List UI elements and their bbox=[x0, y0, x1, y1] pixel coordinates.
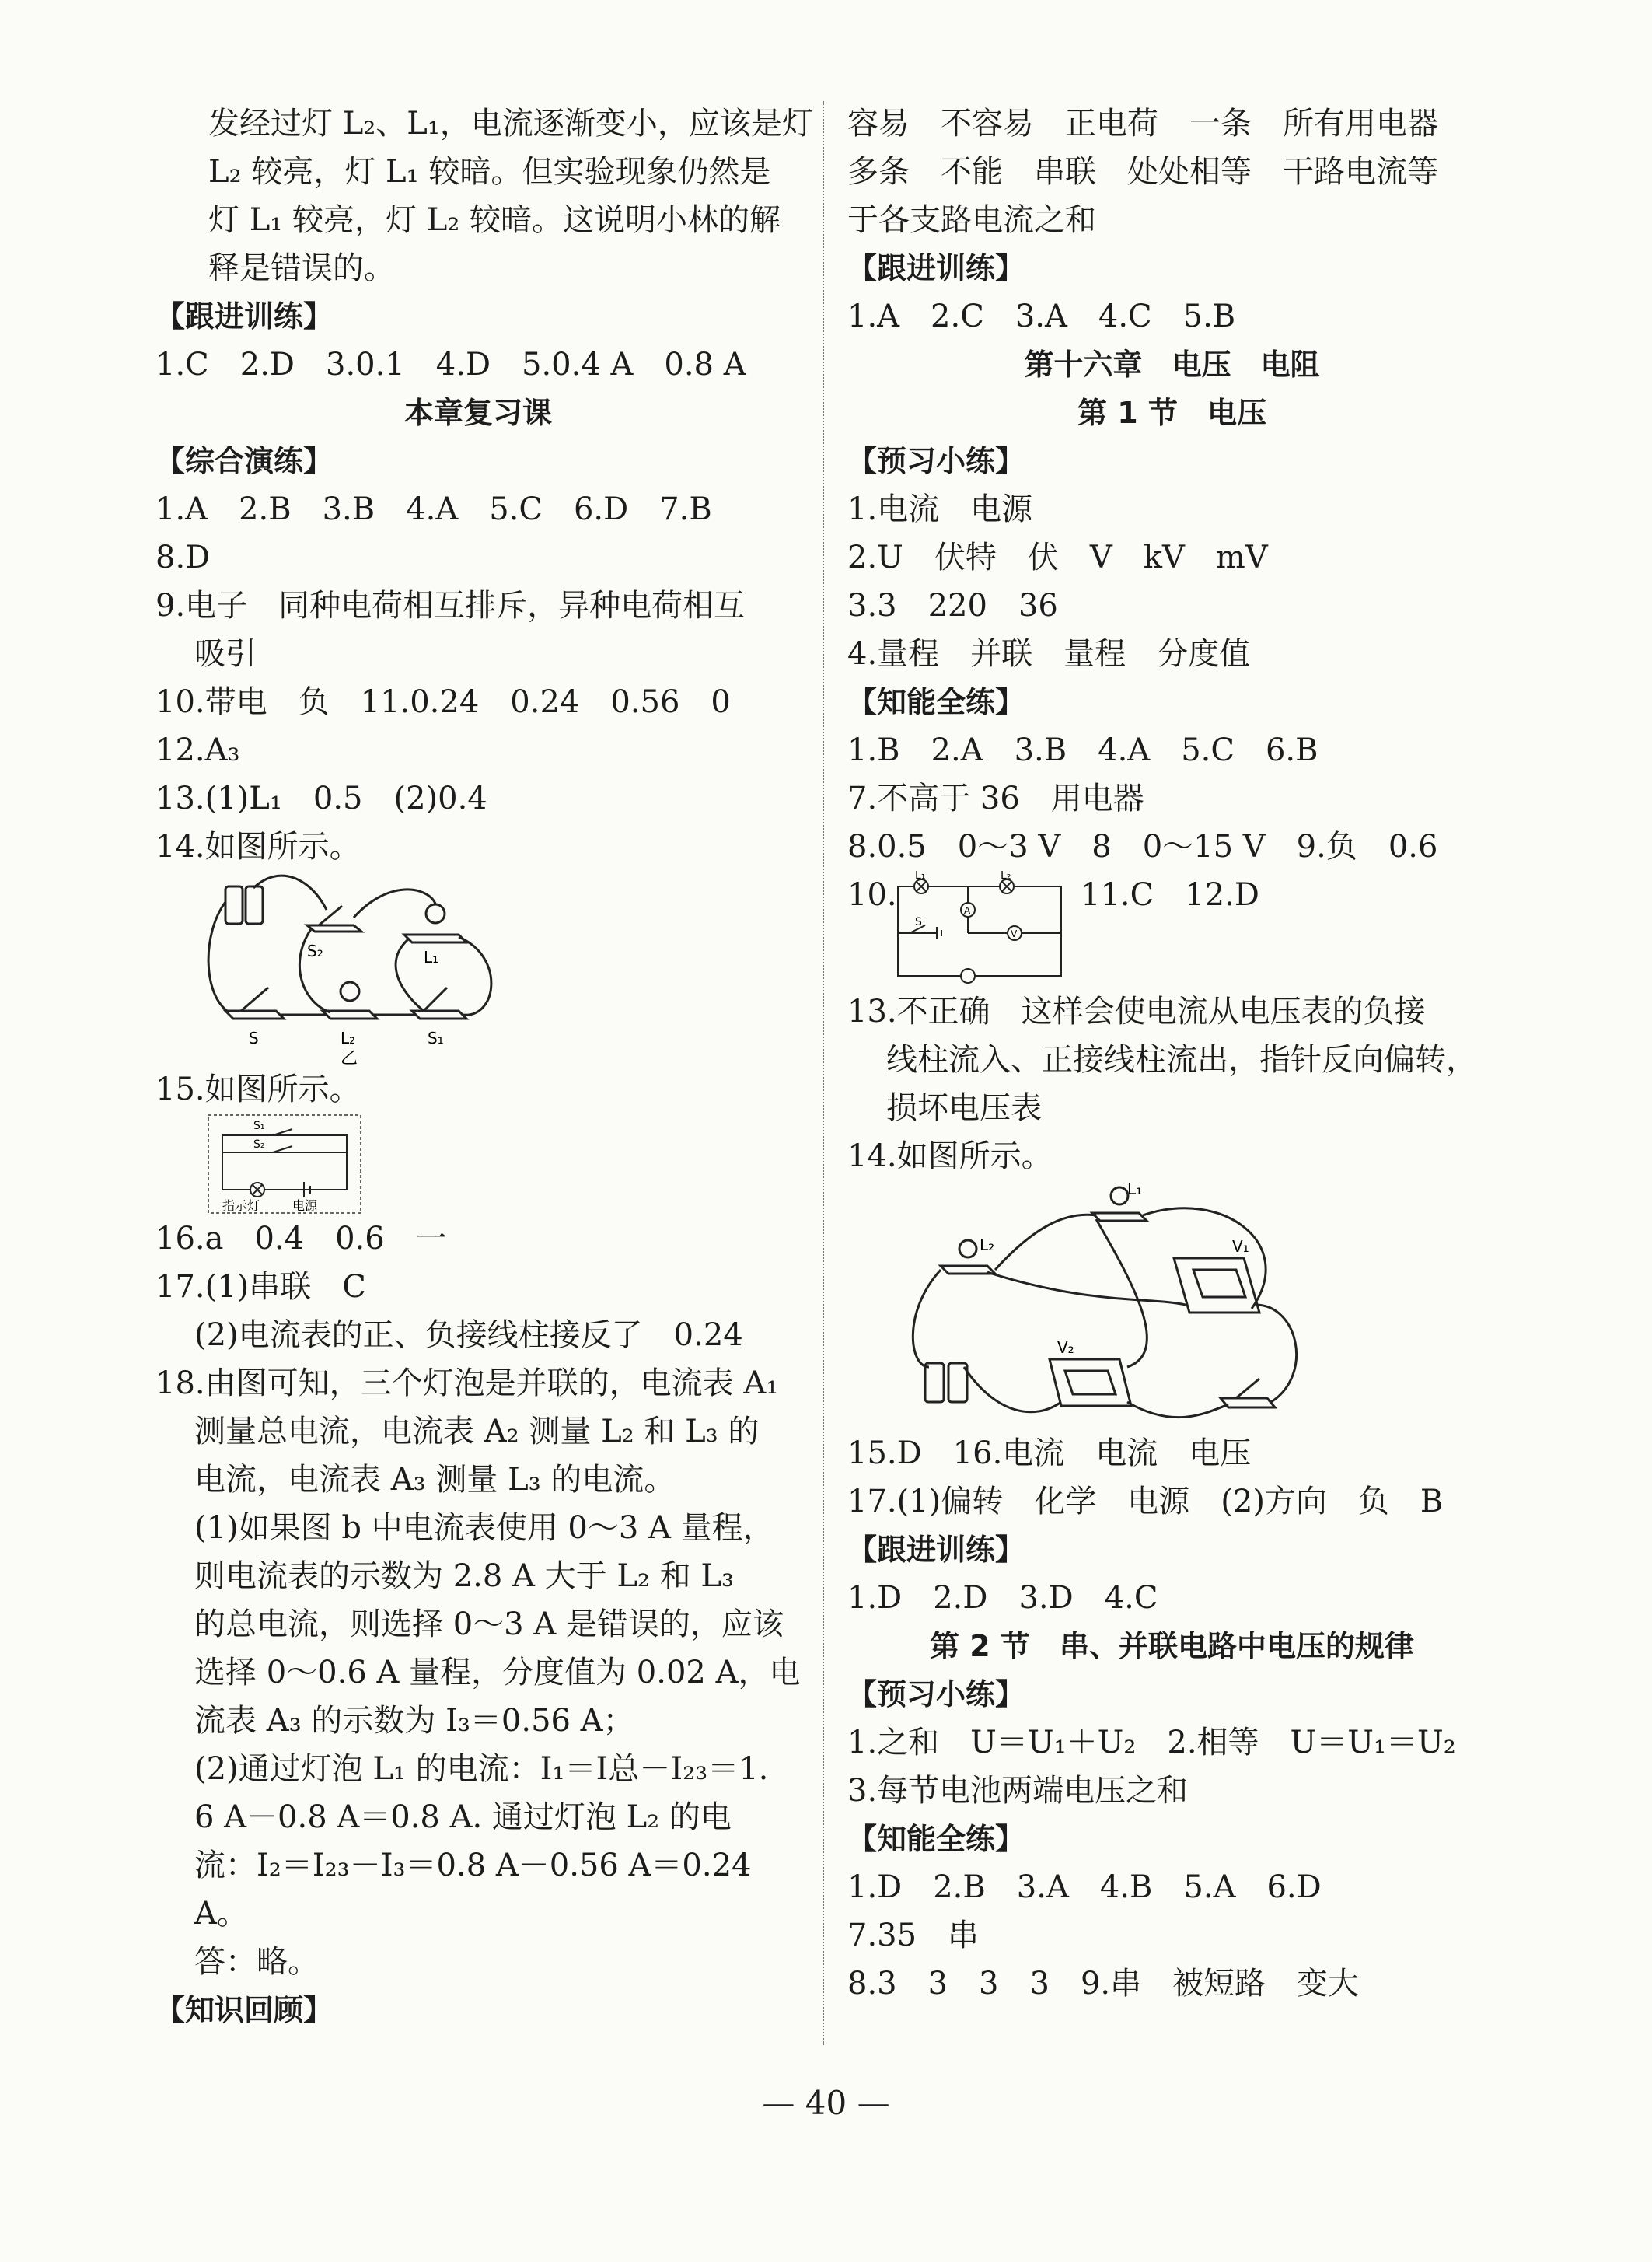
voltmeter-icon bbox=[1174, 1258, 1259, 1313]
answer-line: 18.由图可知，三个灯泡是并联的，电流表 A₁ bbox=[155, 1365, 779, 1401]
answer-line: 15.D 16.电流 电流 电压 bbox=[847, 1435, 1252, 1471]
fig-label: L₁ bbox=[1127, 1180, 1143, 1198]
circuit-diagram-svg bbox=[207, 1114, 362, 1215]
answer-line: 1.C 2.D 3.0.1 4.D 5.0.4 A 0.8 A bbox=[155, 347, 746, 383]
text-line: 发经过灯 L₂、L₁，电流逐渐变小，应该是灯 bbox=[208, 106, 813, 142]
figure-14-wiring bbox=[155, 871, 801, 1065]
fig-label: V₂ bbox=[1057, 1338, 1074, 1357]
lamp-icon bbox=[1111, 1187, 1128, 1204]
fig-label: V₁ bbox=[1232, 1237, 1249, 1256]
answer-line: 3.每节电池两端电压之和 bbox=[847, 1773, 1189, 1809]
left-column bbox=[155, 100, 813, 2034]
answer-line: 8.3 3 3 3 9.串 被短路 变大 bbox=[847, 1966, 1360, 2002]
answer-line: 的总电流，则选择 0～3 A 是错误的，应该 bbox=[194, 1606, 784, 1642]
section-heading-zonghe: 【综合演练】 bbox=[155, 444, 334, 478]
answer-line: 测量总电流，电流表 A₂ 测量 L₂ 和 L₃ 的 bbox=[194, 1414, 760, 1449]
answer-line: 1.电流 电源 bbox=[847, 491, 1033, 527]
section-heading-zhishi: 【知识回顾】 bbox=[155, 1993, 334, 2027]
answer-line: 8.0.5 0～3 V 8 0～15 V 9.负 0.6 bbox=[847, 829, 1438, 865]
question-10-row bbox=[847, 871, 1497, 988]
wiring-diagram-svg bbox=[894, 1180, 1329, 1429]
chapter-review-title: 本章复习课 bbox=[403, 396, 552, 430]
answer-line: (1)如果图 b 中电流表使用 0～3 A 量程， bbox=[194, 1510, 774, 1546]
section-heading-yuxi: 【预习小练】 bbox=[847, 444, 1025, 478]
fig-label: S bbox=[915, 916, 922, 928]
answer-line: 1.A 2.C 3.A 4.C 5.B bbox=[847, 299, 1236, 334]
answer-line: 8.D bbox=[155, 540, 211, 575]
text-line: 释是错误的。 bbox=[208, 250, 395, 286]
text-line: 于各支路电流之和 bbox=[847, 202, 1096, 238]
section-heading-zhineng: 【知能全练】 bbox=[847, 685, 1025, 719]
answer-line: 11.C 12.D bbox=[1081, 877, 1259, 913]
fig-label: L₂ bbox=[980, 1236, 995, 1254]
fig-label: 电源 bbox=[292, 1198, 318, 1213]
fig-label: S₁ bbox=[428, 1029, 444, 1047]
fig-label: 指示灯 bbox=[222, 1198, 260, 1213]
answer-line: 14.如图所示。 bbox=[155, 829, 361, 865]
section-heading-genjin: 【跟进训练】 bbox=[847, 251, 1025, 285]
right-column bbox=[847, 100, 1497, 2008]
answer-line: 损坏电压表 bbox=[886, 1090, 1042, 1126]
answer-line: (2)通过灯泡 L₁ 的电流：I₁＝I总－I₂₃＝1. bbox=[194, 1751, 769, 1787]
answer-line: 10.带电 负 11.0.24 0.24 0.56 0 bbox=[155, 684, 731, 720]
battery-icon bbox=[925, 1363, 944, 1402]
answer-line: 1.之和 U＝U₁＋U₂ 2.相等 U＝U₁＝U₂ bbox=[847, 1725, 1456, 1760]
fig-label: L₁ bbox=[915, 871, 926, 882]
answer-line: 1.A 2.B 3.B 4.A 5.C 6.D 7.B bbox=[155, 491, 712, 527]
answer-line: 1.D 2.B 3.A 4.B 5.A 6.D bbox=[847, 1869, 1322, 1905]
answer-line: 13.不正确 这样会使电流从电压表的负接 bbox=[847, 994, 1426, 1030]
figure-15-circuit bbox=[155, 1114, 801, 1215]
answer-line: 流表 A₃ 的示数为 I₃＝0.56 A； bbox=[194, 1703, 634, 1739]
section-heading-genjin: 【跟进训练】 bbox=[847, 1533, 1025, 1567]
answer-line: (2)电流表的正、负接线柱接反了 0.24 bbox=[194, 1317, 743, 1353]
section-title: 第 1 节 电压 bbox=[1077, 396, 1266, 430]
fig-label: A bbox=[964, 905, 971, 916]
section-heading-genjin: 【跟进训练】 bbox=[155, 299, 334, 334]
battery-icon bbox=[225, 886, 243, 924]
text-line: 容易 不容易 正电荷 一条 所有用电器 bbox=[847, 106, 1438, 142]
fig-label: L₁ bbox=[424, 948, 439, 967]
answer-line: 16.a 0.4 0.6 一 bbox=[155, 1221, 447, 1257]
answer-line: 4.量程 并联 量程 分度值 bbox=[847, 636, 1251, 672]
answer-line: 则电流表的示数为 2.8 A 大于 L₂ 和 L₃ bbox=[194, 1558, 734, 1594]
answer-line: 12.A₃ bbox=[155, 732, 240, 768]
text-line: 灯 L₁ 较亮，灯 L₂ 较暗。这说明小林的解 bbox=[208, 202, 781, 238]
figure-14-voltmeter-wiring bbox=[847, 1180, 1497, 1429]
answer-line: 答：略。 bbox=[194, 1944, 319, 1980]
fig-label: S₂ bbox=[307, 942, 323, 960]
answer-line: 线柱流入、正接线柱流出，指针反向偏转， bbox=[886, 1042, 1477, 1078]
lamp-icon bbox=[426, 904, 445, 923]
answer-line: 流：I₂＝I₂₃－I₃＝0.8 A－0.56 A＝0.24 bbox=[194, 1848, 752, 1883]
answer-line: 2.U 伏特 伏 V kV mV bbox=[847, 540, 1268, 575]
answer-line: 1.D 2.D 3.D 4.C bbox=[847, 1580, 1158, 1616]
fig-caption: 乙 bbox=[341, 1049, 358, 1065]
fig-label: S bbox=[249, 1029, 259, 1047]
circuit-diagram-svg bbox=[890, 871, 1069, 988]
fig-label: S₁ bbox=[253, 1120, 265, 1132]
answer-line: 吸引 bbox=[194, 636, 257, 672]
answer-line: 17.(1)串联 C bbox=[155, 1269, 366, 1305]
answer-line: A。 bbox=[194, 1896, 248, 1932]
answer-line: 7.不高于 36 用电器 bbox=[847, 781, 1144, 816]
text-line: L₂ 较亮，灯 L₁ 较暗。但实验现象仍然是 bbox=[208, 154, 771, 190]
answer-number: 10. bbox=[847, 877, 897, 913]
wiring-diagram-svg bbox=[202, 871, 544, 1065]
answer-line: 9.电子 同种电荷相互排斥，异种电荷相互 bbox=[155, 588, 746, 624]
fig-label: S₂ bbox=[253, 1138, 265, 1151]
answer-line: 6 A－0.8 A＝0.8 A. 通过灯泡 L₂ 的电 bbox=[194, 1799, 732, 1835]
column-divider bbox=[823, 101, 824, 2045]
fig-label: V bbox=[1011, 928, 1018, 939]
answer-line: 电流，电流表 A₃ 测量 L₃ 的电流。 bbox=[194, 1462, 676, 1498]
answer-line: 选择 0～0.6 A 量程，分度值为 0.02 A，电 bbox=[194, 1655, 801, 1690]
text-line: 多条 不能 串联 处处相等 干路电流等 bbox=[847, 154, 1438, 190]
answer-line: 15.如图所示。 bbox=[155, 1072, 361, 1107]
chapter-title: 第十六章 电压 电阻 bbox=[1024, 348, 1320, 382]
answer-line: 17.(1)偏转 化学 电源 (2)方向 负 B bbox=[847, 1484, 1444, 1519]
answer-line: 3.3 220 36 bbox=[847, 588, 1058, 624]
answer-line: 1.B 2.A 3.B 4.A 5.C 6.B bbox=[847, 732, 1318, 768]
fig-label: L₂ bbox=[341, 1029, 356, 1047]
section-heading-yuxi: 【预习小练】 bbox=[847, 1677, 1025, 1711]
fig-label: L₂ bbox=[1001, 871, 1011, 882]
section-heading-zhineng: 【知能全练】 bbox=[847, 1822, 1025, 1856]
answer-line: 7.35 串 bbox=[847, 1918, 980, 1953]
answer-line: 14.如图所示。 bbox=[847, 1138, 1053, 1174]
page-number: — 40 — bbox=[762, 2084, 890, 2122]
answer-line: 13.(1)L₁ 0.5 (2)0.4 bbox=[155, 781, 487, 816]
section-title: 第 2 节 串、并联电路中电压的规律 bbox=[930, 1629, 1414, 1663]
